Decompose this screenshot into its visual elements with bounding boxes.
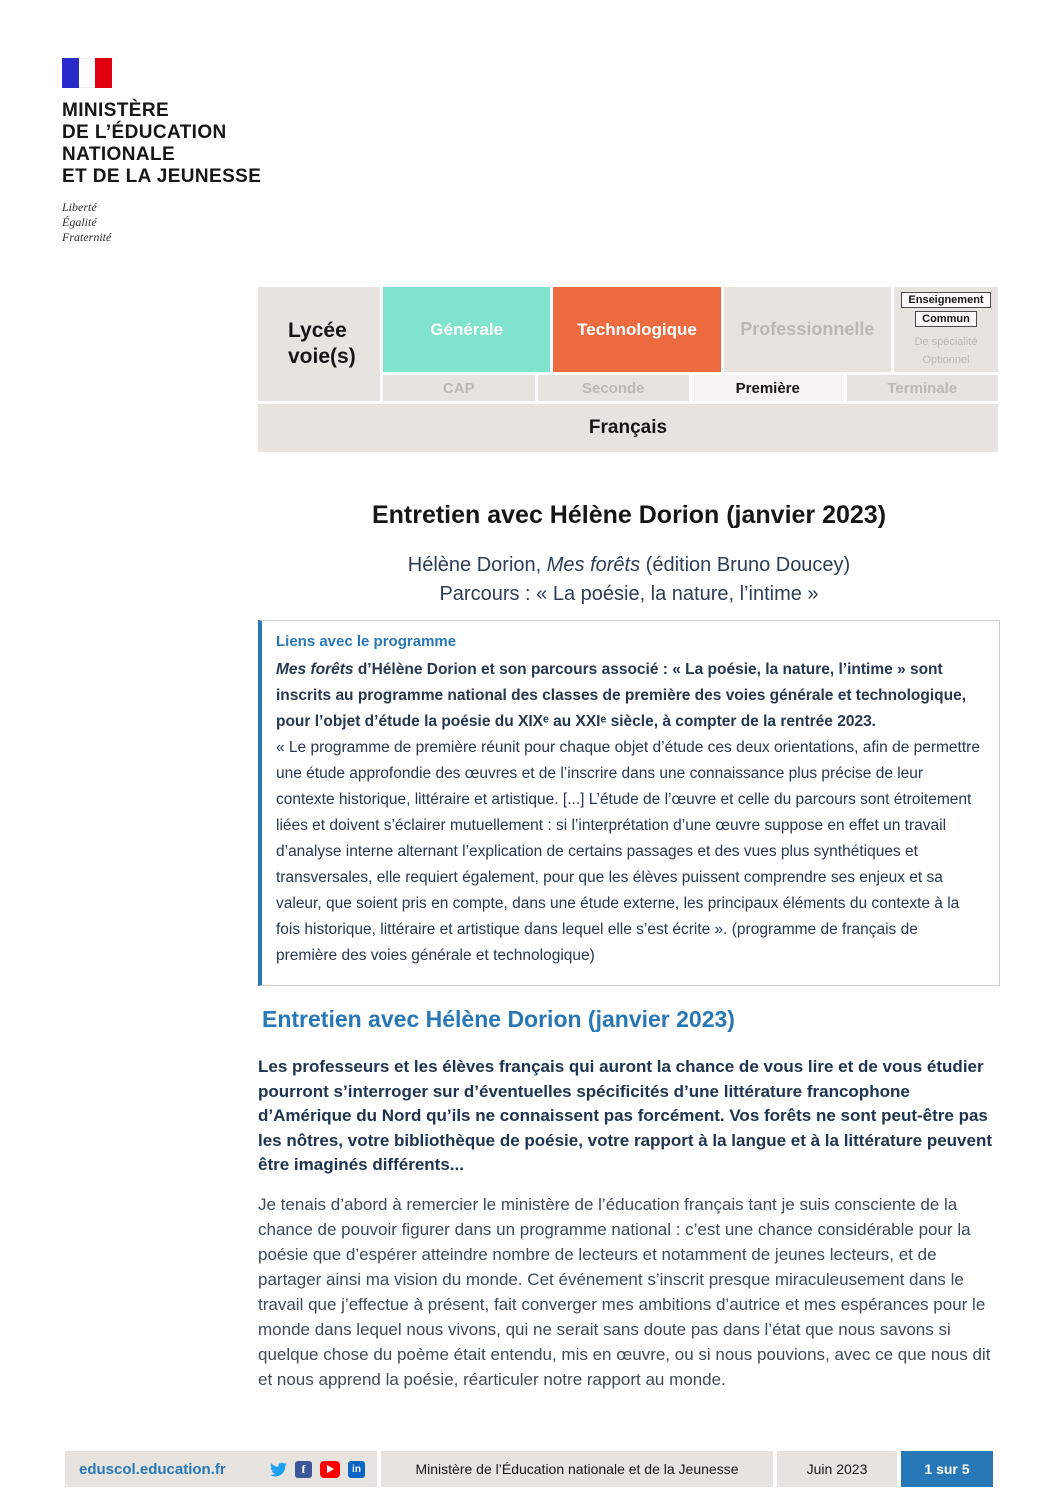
course-selector (258, 287, 998, 452)
document-subtitle-line2: Parcours : « La poésie, la nature, l’intime » (439, 583, 819, 605)
subject-label: Français (588, 417, 668, 438)
voie-generale-label: Générale (430, 319, 504, 339)
linkedin-icon[interactable]: in (348, 1461, 365, 1478)
work-title: Mes forêts (276, 661, 354, 678)
program-links-box (258, 620, 1000, 986)
interview-answer: Je tenais d’abord à remercier le ministère de l’éducation français tant je suis consciente de la chance de pouvoir figurer dans un programme national : c’est une chance considérable pour la poésie que d’espérer atteindre nombre de lecteurs et notamment de jeunes lecteurs, et de partager ainsi ma vision du monde. Cet événement s’inscrit presque miraculeusement dans le travail que j’effectue à présent, fait converger mes ambitions d’autrice et mes espérances pour le monde dans lequel nous vivons, qui ne serait sans doute pas dans l’état que nous savons si quelque chose du poème était entendu, mis en œuvre, ou si nous pouvions, avec ce que nous dit et nous apprend la poésie, réarticuler notre rapport au monde. (258, 1195, 991, 1389)
level-premiere: Première (692, 375, 844, 401)
level-seconde: Seconde (538, 375, 690, 401)
tag-specialite: De spécialité (914, 336, 978, 348)
level-terminale: Terminale (847, 375, 999, 401)
ministry-name-line: MINISTÈRE (62, 100, 170, 121)
ministry-motto (62, 200, 261, 245)
french-flag-icon (62, 58, 112, 88)
ministry-name-line: DE L’ÉDUCATION (62, 122, 227, 143)
footer (65, 1451, 993, 1487)
tag-enseignement-label: Enseignement (908, 294, 984, 306)
facebook-icon[interactable]: f (295, 1461, 312, 1478)
ministry-name (62, 100, 261, 188)
tag-commun (915, 311, 977, 327)
motto-line: Liberté (62, 200, 97, 214)
voie-technologique (553, 287, 720, 372)
tag-commun-label: Commun (922, 313, 970, 325)
social-icons (270, 1461, 365, 1478)
motto-line: Égalité (62, 215, 97, 229)
page-indicator: 1 sur 5 (901, 1451, 993, 1487)
interview-heading: Entretien avec Hélène Dorion (janvier 2023) (262, 1006, 735, 1032)
footer-ministry: Ministère de l’Éducation nationale et de la Jeunesse (381, 1451, 773, 1487)
document-subtitle (258, 551, 1000, 609)
selector-label (258, 287, 380, 401)
selector-tags (894, 287, 998, 372)
ministry-name-line: ET DE LA JEUNESSE (62, 166, 262, 187)
tag-optionnel: Optionnel (922, 354, 970, 366)
subtitle-edition: (édition Bruno Doucey) (640, 554, 851, 576)
document-subtitle-line1 (258, 551, 1000, 580)
program-paragraph-1 (276, 657, 983, 735)
program-paragraph-2: « Le programme de première réunit pour chaque objet d’étude ces deux orientations, afin de permettre une étude approfondie des œuvres et de l’inscrire dans une connaissance plus précise de leur contexte historique, littéraire et artistique. [...] L’étude de l’œuvre et celle du parcours sont étroitement liées et doivent s’éclairer mutuellement : si l’interprétation d’une œuvre suppose en effet un travail d’analyse interne alternant l’explication de certains passages et des vues plus synthétiques et transversales, elle requiert également, pour que les élèves puissent comprendre ses enjeux et sa valeur, que soient pris en compte, dans une étude externe, les principaux éléments du contexte à la fois historique, littéraire et artistique dans lequel elle s’est écrite ». (programme de français de première des voies générale et technologique) (276, 739, 980, 964)
voie-professionnelle (724, 287, 891, 372)
voie-technologique-label: Technologique (577, 319, 697, 339)
eduscol-link[interactable]: eduscol.education.fr (79, 1460, 226, 1478)
footer-date: Juin 2023 (777, 1451, 897, 1487)
ministry-logo (62, 58, 261, 245)
subject-bar (258, 404, 998, 452)
voie-generale (383, 287, 550, 372)
level-cap: CAP (383, 375, 535, 401)
selector-label-line: voie(s) (288, 345, 356, 368)
twitter-icon[interactable] (270, 1461, 287, 1478)
footer-links-segment (65, 1451, 377, 1487)
youtube-icon[interactable] (320, 1461, 340, 1478)
voie-professionnelle-label: Professionnelle (740, 319, 875, 339)
subtitle-author: Hélène Dorion, (407, 554, 547, 576)
program-box-heading: Liens avec le programme (276, 633, 457, 650)
program-paragraph-1-text: d’Hélène Dorion et son parcours associé : « La poésie, la nature, l’intime » sont inscrits au programme national des classes de première des voies générale et technologique, pour l’objet d’étude la poésie du XIXᵉ au XXIᵉ siècle, à compter de la rentrée 2023. (276, 661, 966, 730)
interview-question: Les professeurs et les élèves français qui auront la chance de vous lire et de vous étudier pourront s’interroger sur d’éventuelles spécificités d’une littérature francophone d’Amérique du Nord qu’ils ne connaissent pas forcément. Vos forêts ne sont peut-être pas les nôtres, votre bibliothèque de poésie, votre rapport à la langue et à la littérature peuvent être imaginés différents... (258, 1057, 993, 1174)
subtitle-work-title: Mes forêts (546, 554, 641, 576)
ministry-name-line: NATIONALE (62, 144, 176, 165)
selector-levels (383, 375, 998, 401)
document-title: Entretien avec Hélène Dorion (janvier 2023) (371, 501, 887, 529)
tag-enseignement (901, 292, 990, 308)
motto-line: Fraternité (62, 230, 112, 244)
selector-label-line: Lycée (288, 319, 347, 342)
